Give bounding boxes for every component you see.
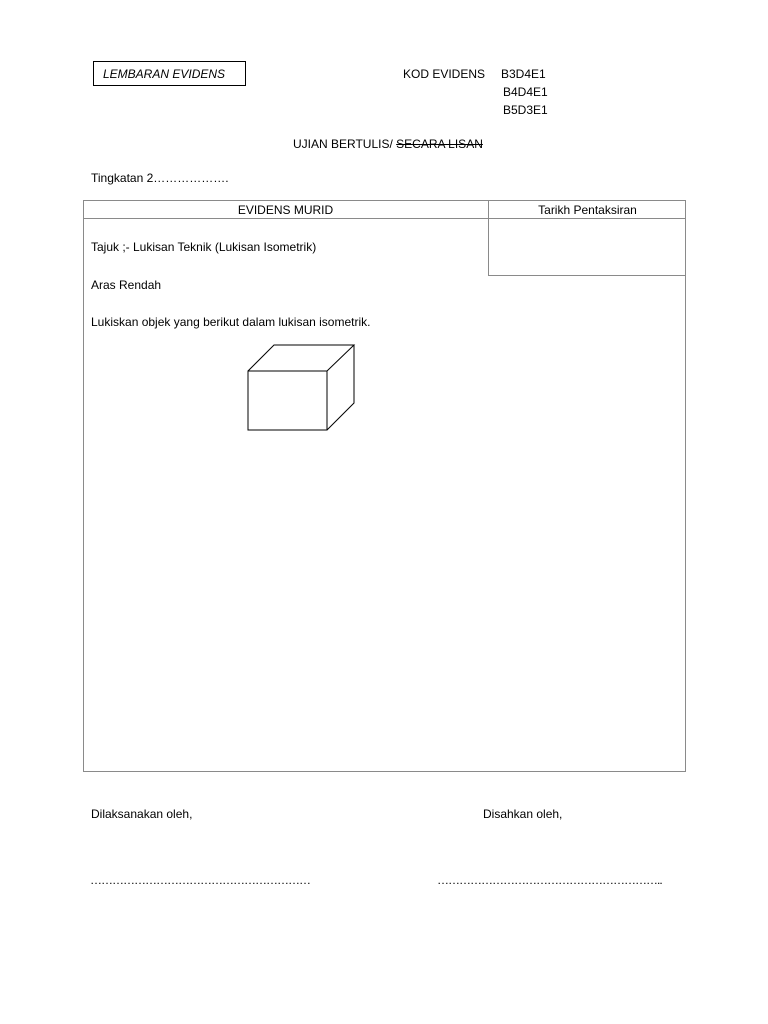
cube-front-face — [248, 371, 327, 430]
approved-by-label: Disahkan oleh, — [483, 807, 563, 821]
test-type-heading — [293, 137, 483, 151]
cube-top-face — [248, 345, 354, 371]
date-cell-bottom-border — [488, 275, 686, 276]
assessment-date-header: Tarikh Pentaksiran — [538, 203, 637, 217]
written-test-label: UJIAN BERTULIS/ — [293, 137, 393, 151]
level-line: Aras Rendah — [91, 278, 162, 292]
evidence-sheet-label: LEMBARAN EVIDENS — [103, 67, 226, 81]
executed-by-label: Dilaksanakan oleh, — [91, 807, 193, 821]
form-level-label: Tingkatan 2………………. — [91, 171, 229, 185]
table-header-divider — [83, 218, 686, 219]
assessment-date-cell[interactable] — [490, 220, 684, 274]
instruction-line: Lukiskan objek yang berikut dalam lukisan isometrik. — [91, 315, 371, 329]
evidence-code-2: B4D4E1 — [503, 85, 548, 99]
approved-by-signature-line: …………………………………………………….. — [437, 873, 662, 887]
evidence-code-1: B3D4E1 — [501, 67, 546, 81]
evidence-code-label: KOD EVIDENS — [403, 67, 486, 81]
executed-by-signature-line: …………………………………………………… — [90, 873, 310, 887]
topic-line: Tajuk ;- Lukisan Teknik (Lukisan Isometrik) — [91, 240, 317, 254]
oral-test-label-struck: SECARA LISAN — [396, 137, 483, 151]
cube-drawing — [240, 338, 360, 436]
evidence-code-3: B5D3E1 — [503, 103, 548, 117]
evidence-table — [83, 200, 686, 772]
evidence-column-header: EVIDENS MURID — [237, 203, 334, 217]
